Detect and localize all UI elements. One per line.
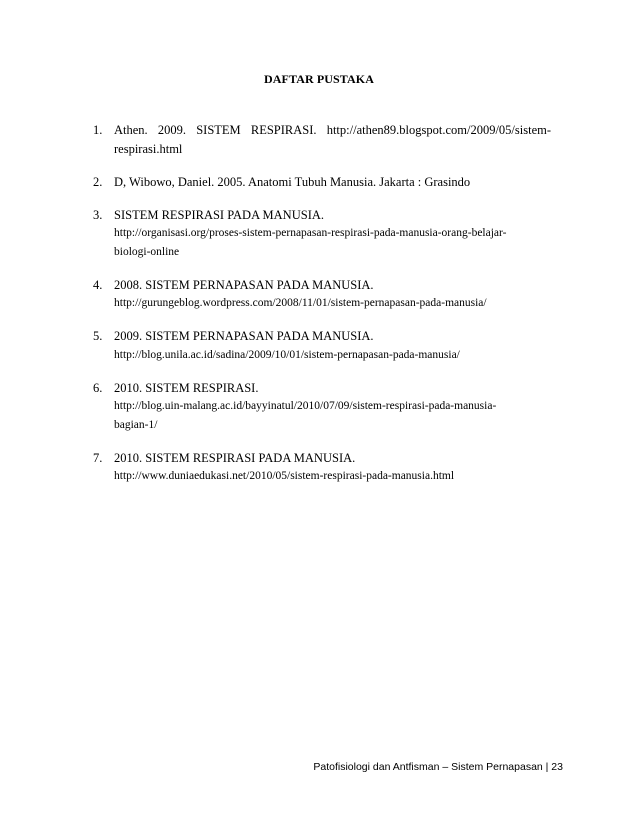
reference-number: 4.: [93, 277, 103, 292]
page-footer: Patofisiologi dan Antfisman – Sistem Pernapasan | 23: [313, 761, 563, 773]
reference-number: 3.: [93, 207, 103, 222]
reference-number: 6.: [93, 380, 103, 395]
reference-url: http://organisasi.org/proses-sistem-pernapasan-respirasi-pada-manusia-orang-belajar-: [114, 227, 507, 239]
reference-text: 2010. SISTEM RESPIRASI.: [114, 380, 259, 395]
reference-url: bagian-1/: [114, 418, 158, 431]
reference-item-2: [93, 173, 551, 192]
page-title: DAFTAR PUSTAKA: [264, 72, 374, 86]
reference-text: 2008. SISTEM PERNAPASAN PADA MANUSIA.: [114, 277, 374, 292]
reference-text: D, Wibowo, Daniel. 2005. Anatomi Tubuh Manusia. Jakarta : Grasindo: [114, 174, 471, 189]
reference-url: http://gurungeblog.wordpress.com/2008/11/01/sistem-pernapasan-pada-manusia/: [114, 297, 487, 309]
reference-text: SISTEM RESPIRASI PADA MANUSIA.: [114, 207, 325, 222]
reference-url: biologi-online: [114, 245, 180, 258]
reference-text: 2009. SISTEM PERNAPASAN PADA MANUSIA.: [114, 329, 374, 343]
reference-item-5: [93, 327, 551, 364]
reference-url: http://blog.unila.ac.id/sadina/2009/10/01/sistem-pernapasan-pada-manusia/: [114, 348, 460, 361]
reference-item-6: [93, 379, 551, 435]
reference-number: 7.: [93, 450, 103, 465]
reference-text: Athen. 2009. SISTEM RESPIRASI. http://athen89.blogspot.com/2009/05/sistem-: [114, 123, 551, 137]
reference-item-7: [93, 449, 551, 486]
reference-number: 2.: [93, 174, 103, 189]
reference-item-3: [93, 206, 551, 262]
reference-number: 1.: [93, 123, 103, 137]
reference-text: 2010. SISTEM RESPIRASI PADA MANUSIA.: [114, 450, 356, 465]
reference-number: 5.: [93, 329, 103, 343]
reference-item-1: [93, 121, 551, 158]
reference-text: respirasi.html: [114, 141, 183, 156]
reference-item-4: [93, 276, 551, 313]
reference-list: [93, 121, 551, 500]
reference-url: http://www.duniaedukasi.net/2010/05/sistem-respirasi-pada-manusia.html: [114, 470, 455, 482]
reference-url: http://blog.uin-malang.ac.id/bayyinatul/2010/07/09/sistem-respirasi-pada-manusia-: [114, 400, 497, 412]
